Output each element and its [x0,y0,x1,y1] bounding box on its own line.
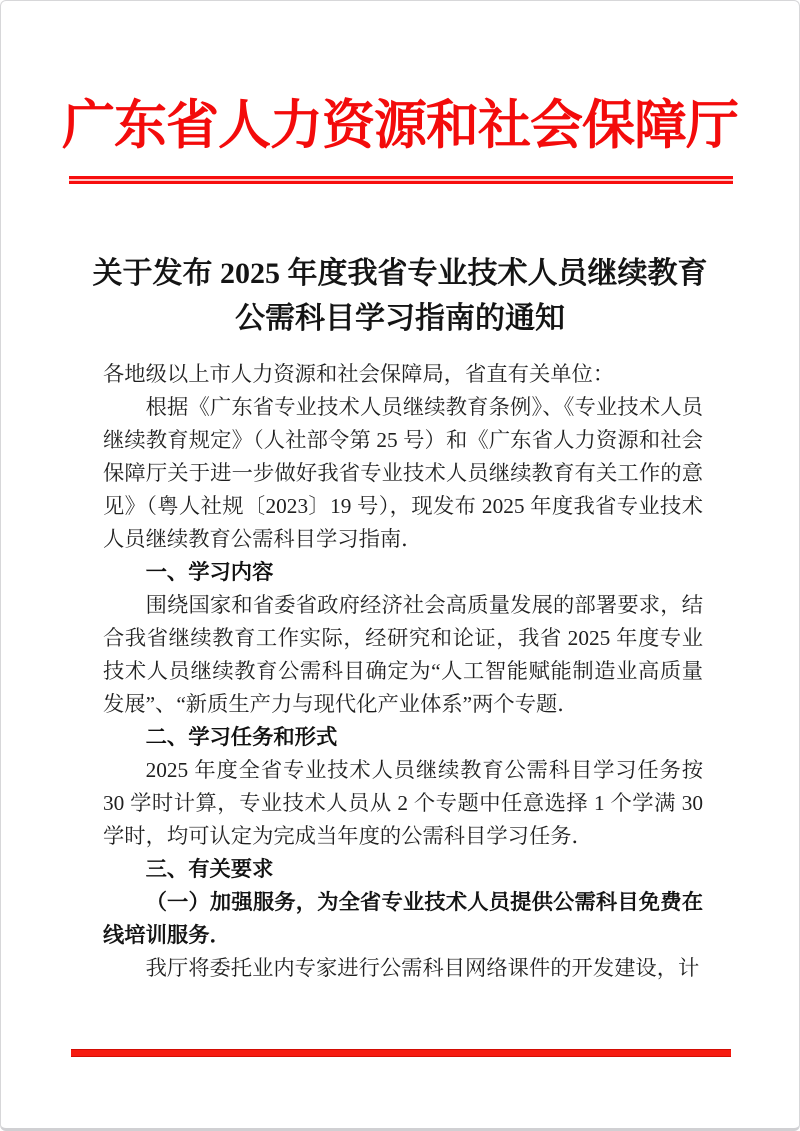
document-title [1,251,799,341]
section-2-paragraph: 2025 年度全省专业技术人员继续教育公需科目学习任务按 30 学时计算，专业技术人员从 2 个专题中任意选择 1 个学满 30 学时，均可认定为完成当年度的公需科目学习任务． [103,758,703,848]
footer-rule [71,1049,731,1057]
letterhead-org-name: 广东省人力资源和社会保障厅 [62,97,738,155]
section-1-paragraph: 围绕国家和省委省政府经济社会高质量发展的部署要求，结合我省继续教育工作实际，经研究和论证，我省 2025 年度专业技术人员继续教育公需科目确定为“人工智能赋能制造业高质量发展”、“新质生产力与现代化产业体系”两个专题． [103,593,703,716]
basis-paragraph: 根据《广东省专业技术人员继续教育条例》、《专业技术人员继续教育规定》（人社部令第 25 号）和《广东省人力资源和社会保障厅关于进一步做好我省专业技术人员继续教育有关工作的意见》（粤人社规〔2023〕19 号），现发布 2025 年度我省专业技术人员继续教育公需科目学习指南． [103,395,703,551]
requirement-1-emphasis-paragraph: （一）加强服务，为全省专业技术人员提供公需科目免费在线培训服务． [103,890,703,947]
truncated-last-paragraph: 我厅将委托业内专家进行公需科目网络课件的开发建设，计 [145,956,700,980]
letterhead-double-rule [69,176,733,184]
document-body [103,358,703,985]
document-title-line-1: 关于发布 2025 年度我省专业技术人员继续教育 [92,257,708,290]
section-heading-2: 二、学习任务和形式 [145,725,338,749]
salutation-paragraph: 各地级以上市人力资源和社会保障局，省直有关单位： [103,362,615,386]
section-heading-1: 一、学习内容 [145,560,274,584]
document-title-line-2: 公需科目学习指南的通知 [235,302,565,335]
section-heading-3: 三、有关要求 [145,857,274,881]
